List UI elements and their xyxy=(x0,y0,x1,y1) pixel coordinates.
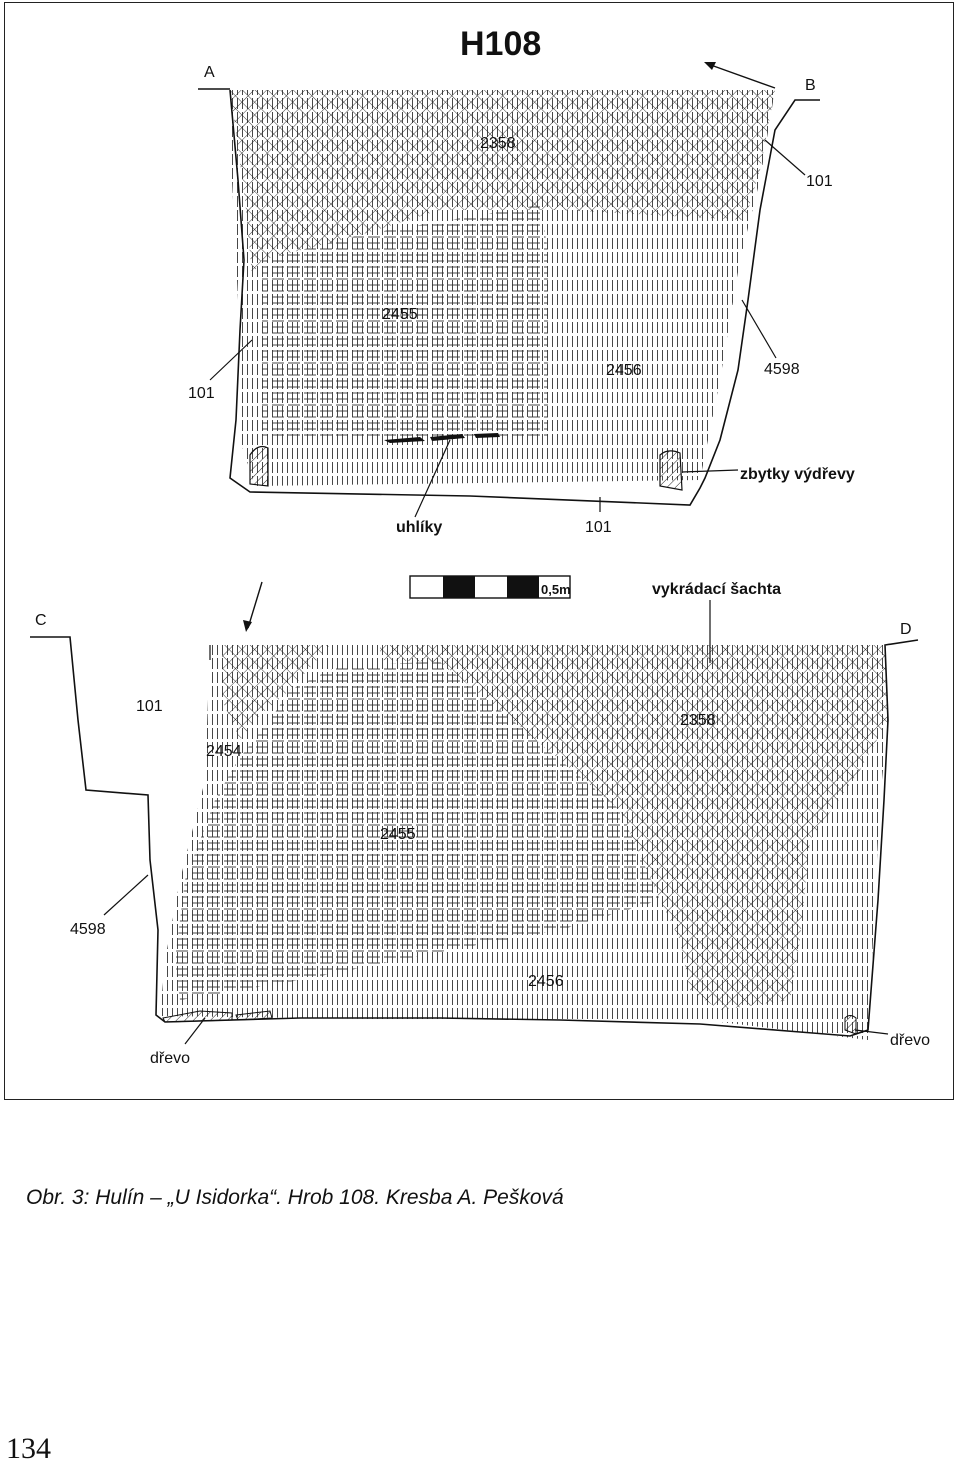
scale-bar xyxy=(410,576,571,598)
layer-2455-top-label: 2455 xyxy=(382,306,418,323)
layer-101-bottom-section-label: 101 xyxy=(136,698,163,715)
layer-4598-bottom-label: 4598 xyxy=(70,921,106,938)
layer-4598-top-label: 4598 xyxy=(764,361,800,378)
page-number: 134 xyxy=(6,1432,51,1465)
section-a-b xyxy=(198,62,820,517)
wood-remains-label: zbytky výdřevy xyxy=(740,466,855,483)
layer-2455-bottom-label: 2455 xyxy=(380,826,416,843)
point-b-label: B xyxy=(805,77,816,94)
wood-right-label: dřevo xyxy=(890,1032,931,1049)
robber-shaft-label: vykrádací šachta xyxy=(652,581,781,598)
layer-101-right-label: 101 xyxy=(806,173,833,190)
figure-title: H108 xyxy=(460,25,542,63)
charcoal-label: uhlíky xyxy=(396,519,443,536)
point-a-label: A xyxy=(204,64,215,81)
layer-2456-top-label: 2456 xyxy=(606,362,642,379)
wood-left-label: dřevo xyxy=(150,1050,191,1067)
layer-101-left-label: 101 xyxy=(188,385,215,402)
layer-2358-bottom-label: 2358 xyxy=(680,712,716,729)
figure-caption: Obr. 3: Hulín – „U Isidorka“. Hrob 108. Kresba A. Pešková xyxy=(26,1186,564,1209)
point-c-label: C xyxy=(35,612,47,629)
section-c-d xyxy=(30,582,918,1044)
layer-101-bottom-label: 101 xyxy=(585,519,612,536)
layer-2358-top-label: 2358 xyxy=(480,135,516,152)
layer-2454-label: 2454 xyxy=(206,743,242,760)
scale-bar-label: 0,5m xyxy=(541,582,571,597)
layer-2456-bottom-label: 2456 xyxy=(528,973,564,990)
point-d-label: D xyxy=(900,621,912,638)
